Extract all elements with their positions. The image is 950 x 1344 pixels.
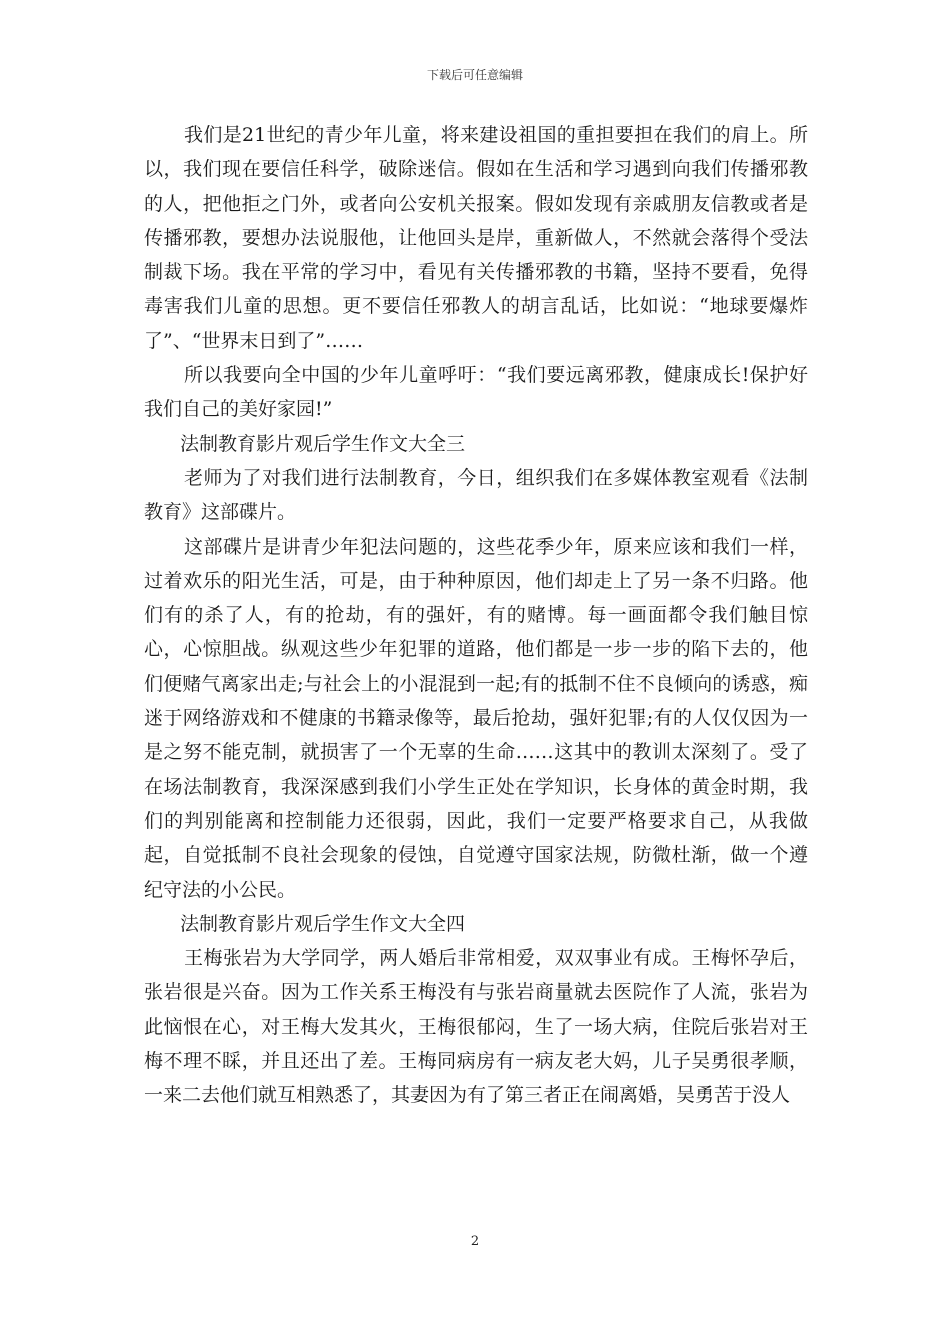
section-heading-3: 法制教育影片观后学生作文大全三	[180, 432, 466, 455]
section-heading-4: 法制教育影片观后学生作文大全四	[180, 912, 466, 935]
page-header: 下载后可任意编辑	[426, 68, 523, 82]
paragraph-2: 所以我要向全中国的少年儿童呼吁：“我们要远离邪教，健康成长!保护好我们自己的美好家园!”	[144, 364, 808, 421]
paragraph-5: 王梅张岩为大学同学，两人婚后非常相爱，双双事业有成。王梅怀孕后，张岩很是兴奋。因为工作关系王梅没有与张岩商量就去医院作了人流，张岩为此恼恨在心，对王梅大发其火，王梅很郁闷，生了一场大病，住院后张岩对王梅不理不睬，并且还出了差。王梅同病房有一病友老大妈，儿子吴勇很孝顺，一来二去他们就互相熟悉了，其妻因为有了第三者正在闹离婚，吴勇苦于没人	[144, 947, 808, 1107]
paragraph-3: 老师为了对我们进行法制教育，今日，组织我们在多媒体教室观看《法制教育》这部碟片。	[144, 466, 808, 524]
paragraph-1: 我们是21世纪的青少年儿童，将来建设祖国的重担要担在我们的肩上。所以，我们现在要信任科学，破除迷信。假如在生活和学习遇到向我们传播邪教的人，把他拒之门外，或者向公安机关报案。假如发现有亲戚朋友信教或者是传播邪教，要想办法说服他，让他回头是岸，重新做人，不然就会落得个受法制裁下场。我在平常的学习中，看见有关传播邪教的书籍，坚持不要看，免得毒害我们儿童的思想。更不要信任邪教人的胡言乱话，比如说：“地球要爆炸了”、“世界末日到了”……	[144, 124, 808, 352]
page-number: 2	[470, 1234, 480, 1249]
document-body	[144, 118, 808, 1113]
paragraph-4: 这部碟片是讲青少年犯法问题的，这些花季少年，原来应该和我们一样，过着欢乐的阳光生活，可是，由于种种原因，他们却走上了另一条不归路。他们有的杀了人，有的抢劫，有的强奸，有的赌博。每一画面都令我们触目惊心，心惊胆战。纵观这些少年犯罪的道路，他们都是一步一步的陷下去的，他们便赌气离家出走;与社会上的小混混到一起;有的抵制不住不良倾向的诱惑，痴迷于网络游戏和不健康的书籍录像等，最后抢劫，强奸犯罪;有的人仅仅因为一是之努不能克制，就损害了一个无辜的生命……这其中的教训太深刻了。受了在场法制教育，我深深感到我们小学生正处在学知识，长身体的黄金时期，我们的判别能离和控制能力还很弱，因此，我们一定要严格要求自己，从我做起，自觉抵制不良社会现象的侵蚀，自觉遵守国家法规，防微杜渐，做一个遵纪守法的小公民。	[144, 535, 808, 901]
